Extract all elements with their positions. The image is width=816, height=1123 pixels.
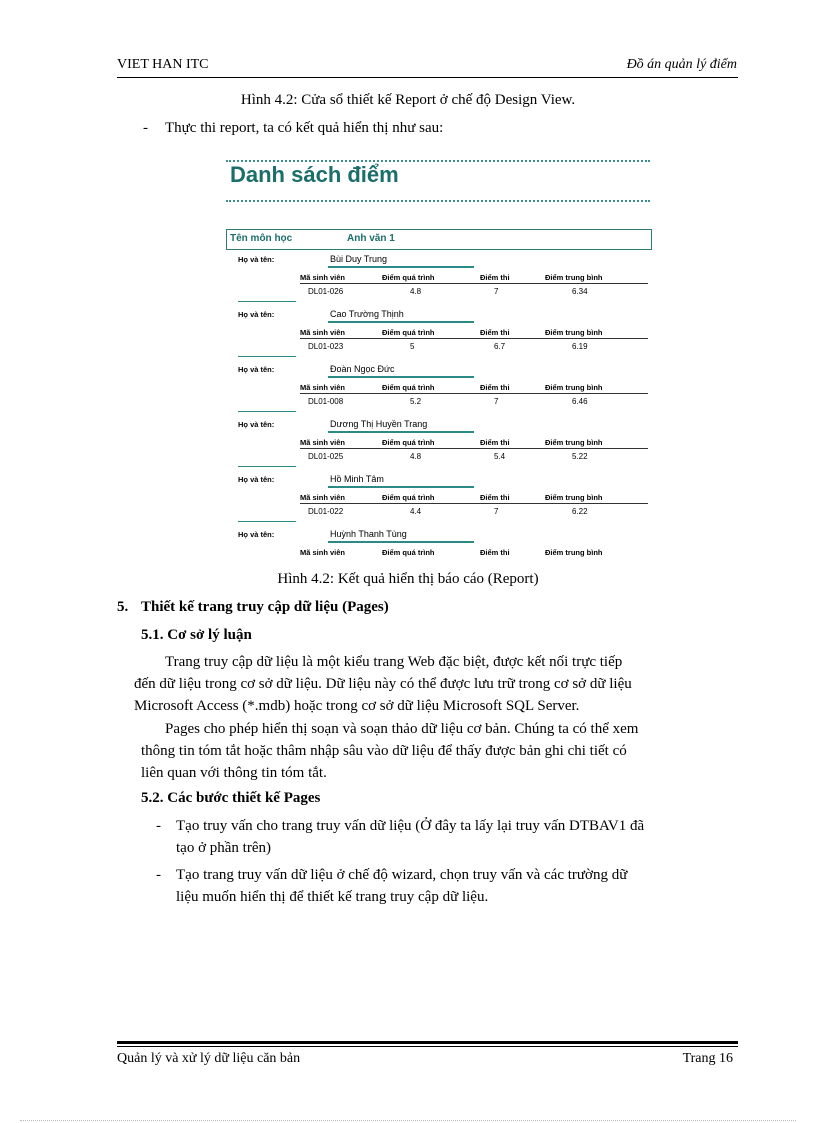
- name-underline: [328, 486, 474, 488]
- paragraph-line: Microsoft Access (*.mdb) hoặc trong cơ sở dữ liệu Microsoft SQL Server.: [134, 698, 580, 714]
- paragraph-line: đến dữ liệu trong cơ sở dữ liệu. Dữ liệu này có thể được lưu trữ trong cơ sở dữ liệu: [134, 676, 632, 692]
- header-rule-line: [300, 283, 648, 284]
- col-header-id: Mã sinh viên: [300, 438, 346, 447]
- col-header-avg: Điểm trung bình: [545, 548, 603, 557]
- figure-caption-result: Hình 4.2: Kết quả hiển thị báo cáo (Report): [277, 571, 539, 587]
- figure-caption-design: Hình 4.2: Cửa sổ thiết kế Report ở chế độ Design View.: [240, 92, 576, 108]
- bullet-line: liệu muốn hiển thị để thiết kế trang truy cập dữ liệu.: [176, 889, 489, 905]
- student-group: [222, 253, 652, 308]
- student-id: DL01-022: [308, 507, 344, 516]
- step-bullet-2: [156, 864, 738, 908]
- footer-rule-thin: [117, 1046, 738, 1047]
- paragraph-line: Trang truy cập dữ liệu là một kiểu trang Web đặc biệt, được kết nối trực tiếp: [165, 654, 623, 670]
- average-score: 6.34: [572, 287, 588, 296]
- col-header-avg: Điểm trung bình: [545, 328, 603, 337]
- student-id: DL01-008: [308, 397, 344, 406]
- col-header-avg: Điểm trung bình: [545, 438, 603, 447]
- header-rule-line: [300, 448, 648, 449]
- header-right: Đồ án quản lý điểm: [626, 57, 737, 72]
- process-score: 5: [410, 342, 415, 351]
- step-bullet-1: [156, 815, 738, 859]
- paragraph-line: thông tin tóm tắt hoặc thâm nhập sâu vào dữ liệu để thấy được bản ghi chi tiết có: [141, 743, 627, 759]
- student-name: Huỳnh Thanh Tùng: [330, 529, 407, 539]
- exam-score: 5.4: [494, 452, 506, 461]
- student-group: [222, 418, 652, 473]
- name-label: Họ và tên:: [238, 365, 275, 374]
- student-name: Đoàn Ngọc Đức: [330, 364, 395, 374]
- student-id: DL01-025: [308, 452, 344, 461]
- name-underline: [328, 266, 474, 268]
- page-number: Trang 16: [682, 1051, 733, 1066]
- student-name: Dương Thị Huyền Trang: [330, 419, 428, 429]
- col-header-process: Điểm quá trình: [382, 548, 435, 557]
- process-score: 4.8: [410, 287, 422, 296]
- process-score: 5.2: [410, 397, 422, 406]
- col-header-process: Điểm quá trình: [382, 328, 435, 337]
- col-header-exam: Điểm thi: [480, 328, 510, 337]
- col-header-id: Mã sinh viên: [300, 273, 346, 282]
- report-preview-image: [222, 158, 652, 563]
- col-header-process: Điểm quá trình: [382, 383, 435, 392]
- col-header-id: Mã sinh viên: [300, 328, 346, 337]
- average-score: 5.22: [572, 452, 588, 461]
- col-header-id: Mã sinh viên: [300, 548, 346, 557]
- col-header-exam: Điểm thi: [480, 383, 510, 392]
- subsection-heading-5-2: 5.2. Các bước thiết kế Pages: [141, 790, 321, 806]
- exam-score: 7: [494, 287, 499, 296]
- name-underline: [328, 541, 474, 543]
- student-id: DL01-023: [308, 342, 344, 351]
- subject-box: [226, 229, 652, 250]
- col-header-id: Mã sinh viên: [300, 383, 346, 392]
- student-id: DL01-026: [308, 287, 344, 296]
- header-rule-line: [300, 338, 648, 339]
- page-bottom-dotted-edge: [20, 1120, 796, 1121]
- col-header-exam: Điểm thi: [480, 273, 510, 282]
- col-header-avg: Điểm trung bình: [545, 493, 603, 502]
- average-score: 6.22: [572, 507, 588, 516]
- col-header-exam: Điểm thi: [480, 548, 510, 557]
- student-name: Bùi Duy Trung: [330, 254, 388, 264]
- col-header-process: Điểm quá trình: [382, 438, 435, 447]
- col-header-avg: Điểm trung bình: [545, 273, 603, 282]
- col-header-id: Mã sinh viên: [300, 493, 346, 502]
- process-score: 4.4: [410, 507, 422, 516]
- name-underline: [328, 431, 474, 433]
- exam-score: 7: [494, 507, 499, 516]
- section-number: 5.: [117, 599, 129, 615]
- group-separator: [238, 301, 296, 302]
- paragraph-1: [134, 651, 738, 717]
- exam-score: 6.7: [494, 342, 506, 351]
- report-title: Danh sách điểm: [230, 162, 399, 187]
- average-score: 6.46: [572, 397, 588, 406]
- section-title: Thiết kế trang truy cập dữ liệu (Pages): [141, 599, 389, 615]
- group-separator: [238, 356, 296, 357]
- bullet-line: Tạo truy vấn cho trang truy vấn dữ liệu (Ở đây ta lấy lại truy vấn DTBAV1 đã: [176, 818, 645, 834]
- paragraph-line: Pages cho phép hiển thị soạn và soạn thảo dữ liệu cơ bản. Chúng ta có thể xem: [165, 721, 639, 737]
- bullet-line: Tạo trang truy vấn dữ liệu ở chế độ wizard, chọn truy vấn và các trường dữ: [176, 867, 628, 883]
- footer-left: Quản lý và xử lý dữ liệu căn bản: [117, 1051, 301, 1066]
- page-header: [117, 57, 737, 77]
- name-underline: [328, 376, 474, 378]
- col-header-exam: Điểm thi: [480, 438, 510, 447]
- bullet-dash: -: [156, 867, 161, 883]
- student-group: [222, 308, 652, 363]
- student-name: Hồ Minh Tâm: [330, 474, 384, 484]
- subsection-heading-5-1: 5.1. Cơ sở lý luận: [141, 627, 252, 643]
- group-separator: [238, 521, 296, 522]
- group-separator: [238, 466, 296, 467]
- bullet-dash: -: [143, 120, 148, 136]
- student-group: [222, 363, 652, 418]
- name-label: Họ và tên:: [238, 475, 275, 484]
- process-score: 4.8: [410, 452, 422, 461]
- exam-score: 7: [494, 397, 499, 406]
- name-underline: [328, 321, 474, 323]
- student-group: [222, 473, 652, 528]
- subject-value: Anh văn 1: [347, 233, 395, 244]
- bullet-line: tạo ở phần trên): [176, 840, 271, 856]
- col-header-exam: Điểm thi: [480, 493, 510, 502]
- name-label: Họ và tên:: [238, 420, 275, 429]
- average-score: 6.19: [572, 342, 588, 351]
- col-header-avg: Điểm trung bình: [545, 383, 603, 392]
- student-name: Cao Trường Thịnh: [330, 309, 404, 319]
- subject-label: Tên môn học: [230, 233, 293, 244]
- bullet-dash: -: [156, 818, 161, 834]
- name-label: Họ và tên:: [238, 255, 275, 264]
- col-header-process: Điểm quá trình: [382, 273, 435, 282]
- name-label: Họ và tên:: [238, 530, 275, 539]
- header-rule-line: [300, 393, 648, 394]
- title-dotted-rule-bottom: [226, 200, 650, 202]
- header-rule-line: [300, 503, 648, 504]
- header-left: VIET HAN ITC: [117, 57, 209, 72]
- col-header-process: Điểm quá trình: [382, 493, 435, 502]
- header-rule: [117, 77, 738, 78]
- name-label: Họ và tên:: [238, 310, 275, 319]
- paragraph-2: [141, 718, 738, 784]
- bullet-text: Thực thi report, ta có kết quả hiển thị như sau:: [165, 120, 444, 136]
- footer-rule-thick: [117, 1041, 738, 1044]
- paragraph-line: liên quan với thông tin tóm tắt.: [141, 765, 327, 781]
- group-separator: [238, 411, 296, 412]
